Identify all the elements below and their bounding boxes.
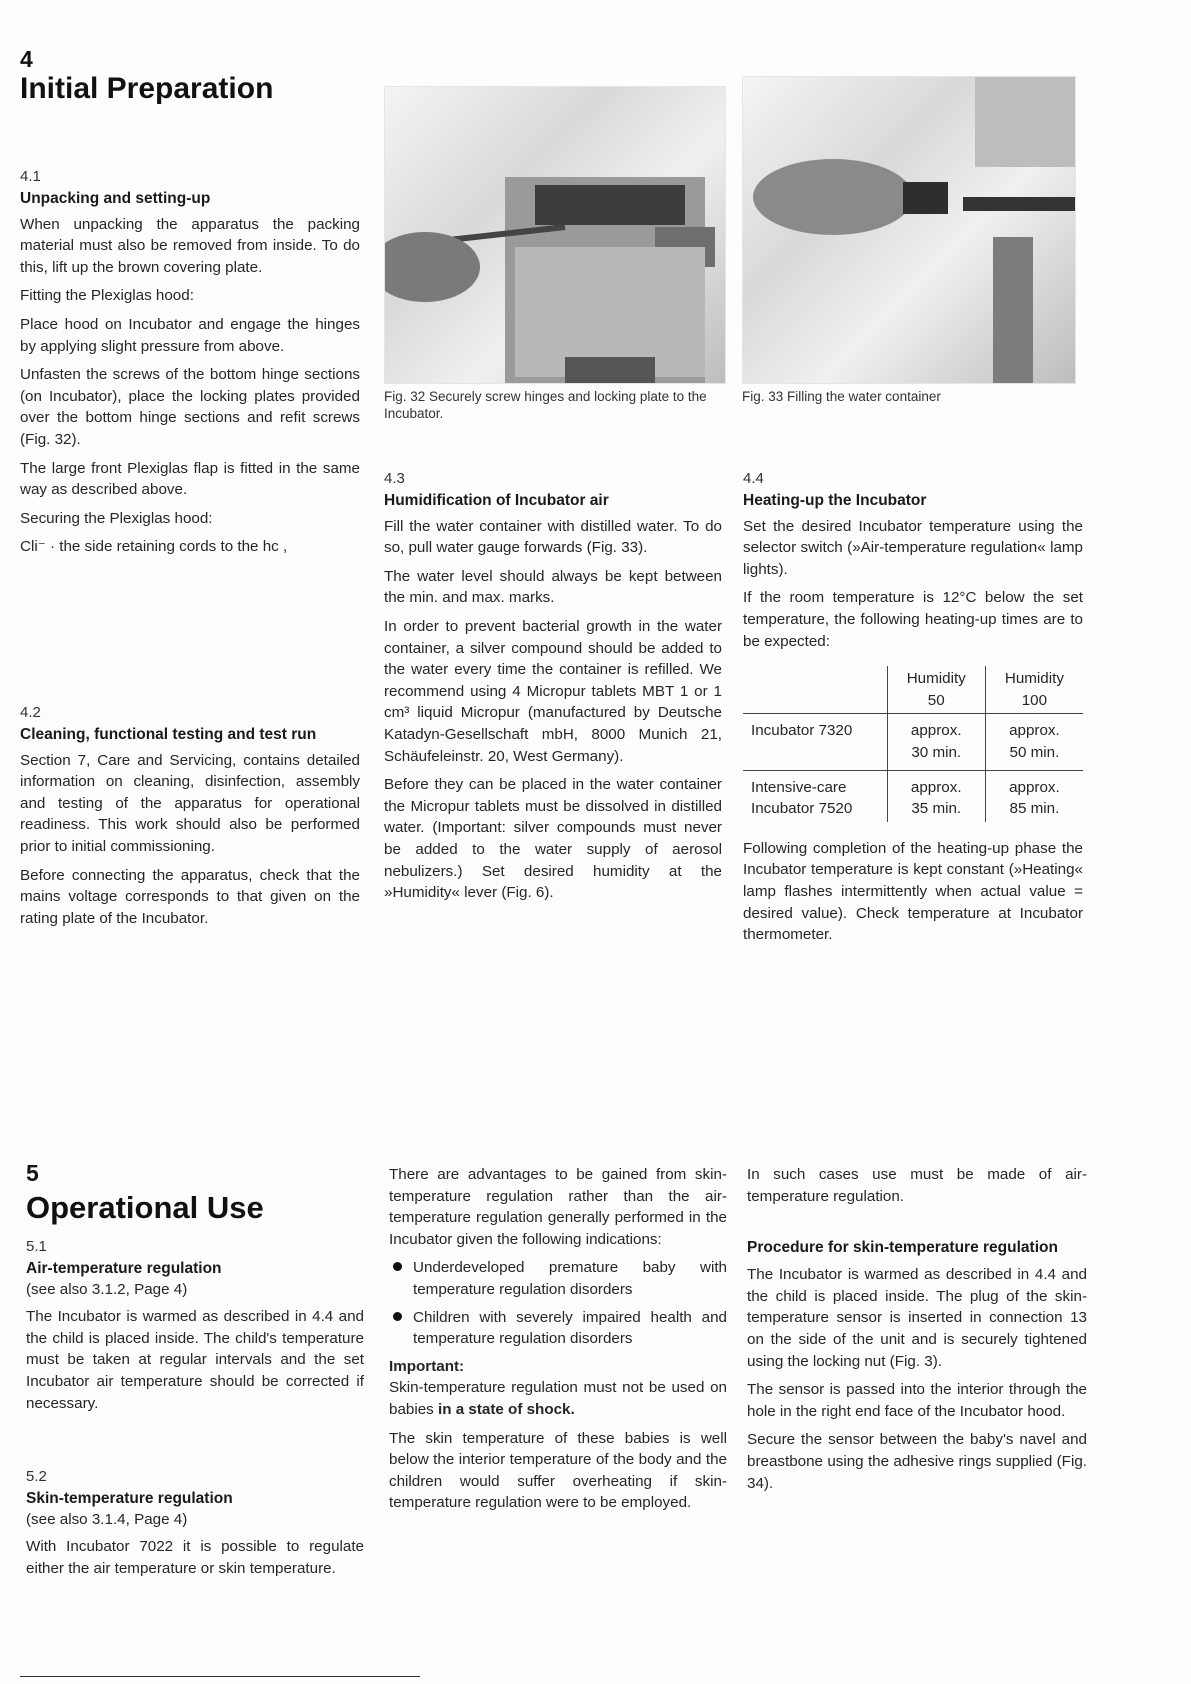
paragraph: When unpacking the apparatus the packing material must also be removed from inside. To do this, lift up the brown covering plate. bbox=[20, 215, 360, 276]
paragraph: The large front Plexiglas flap is fitted in the same way as described above. bbox=[20, 459, 360, 499]
section-number: 4.4 bbox=[743, 470, 764, 487]
paragraph: Before they can be placed in the water container the Micropur tablets must be dissolved in distilled water. (Important: silver compounds must never be added to the water supply of aerosol nebulizers.) Set desired humidity at the »Humidity« lever (Fig. 6). bbox=[384, 776, 722, 902]
section-number: 4.3 bbox=[384, 470, 405, 487]
chapter-number: 4 bbox=[20, 46, 33, 72]
section-4-3 bbox=[384, 468, 722, 911]
fig-32-photo bbox=[384, 86, 726, 384]
table-cell: 85 min. bbox=[1009, 800, 1060, 818]
table-cell: approx. bbox=[1009, 778, 1060, 796]
table-cell: 50 min. bbox=[1009, 743, 1060, 761]
section-4-1 bbox=[20, 166, 360, 565]
paragraph: The skin temperature of these babies is well below the interior temperature of the body and the children would suffer overheating if skin-temperature regulation were to be employed. bbox=[389, 1429, 727, 1512]
paragraph: Secure the sensor between the baby's navel and breastbone using the adhesive rings supplied (Fig. 34). bbox=[747, 1431, 1087, 1492]
water-container-illustration bbox=[743, 77, 1075, 383]
section-4-4 bbox=[743, 468, 1083, 953]
chapter-title: Initial Preparation bbox=[20, 72, 274, 105]
table-cell: Intensive-care bbox=[751, 778, 847, 796]
important-label: Important: bbox=[389, 1357, 465, 1375]
heating-time-table bbox=[743, 666, 1083, 822]
paragraph: The Incubator is warmed as described in 4.4 and the child is placed inside. The child's temperature must be taken at regular intervals and the set Incubator air temperature should be corrected if necessary. bbox=[26, 1308, 364, 1412]
section-title: Heating-up the Incubator bbox=[743, 491, 927, 509]
paragraph: Fitting the Plexiglas hood: bbox=[20, 287, 194, 305]
chapter-5-column-2 bbox=[389, 1164, 727, 1521]
indication-list bbox=[389, 1257, 727, 1349]
paragraph: There are advantages to be gained from skin-temperature regulation rather than the air-temperature regulation generally performed in the Incubator given the following indications: bbox=[389, 1166, 727, 1248]
table-cell: 30 min. bbox=[911, 743, 962, 761]
paragraph: Set the desired Incubator temperature using the selector switch (»Air-temperature regulation« lamp lights). bbox=[743, 517, 1083, 578]
procedure-title: Procedure for skin-temperature regulation bbox=[747, 1239, 1058, 1257]
table-cell: approx. bbox=[1009, 722, 1060, 740]
section-5-1 bbox=[26, 1236, 364, 1421]
chapter-title: Operational Use bbox=[26, 1190, 264, 1225]
paragraph: Before connecting the apparatus, check that the mains voltage corresponds to that given on the rating plate of the Incubator. bbox=[20, 866, 360, 927]
section-title: Unpacking and setting-up bbox=[20, 189, 211, 207]
important-note: Skin-temperature regulation must not be used on babies in a state of shock. bbox=[389, 1379, 727, 1418]
section-5-2 bbox=[26, 1466, 364, 1586]
paragraph: Fill the water container with distilled water. To do so, pull water gauge forwards (Fig. 33). bbox=[384, 517, 722, 557]
table-cell: approx. bbox=[910, 778, 962, 796]
paragraph: Securing the Plexiglas hood: bbox=[20, 509, 213, 527]
table-header: 100 bbox=[1021, 691, 1048, 709]
fig-32-caption: Fig. 32 Securely screw hinges and locking plate to the Incubator. bbox=[384, 389, 707, 421]
paragraph: In order to prevent bacterial growth in the water container, a silver compound should be added to the water every time the container is refilled. We recommend using 4 Micropur tablets MBT 1 or 1 cm³ liquid Micropur (manufactured by Deutsche Katadyn-Gesellschaft mbH, 8000 Munich 21, Schäufeleinstr. 20, West Germany). bbox=[384, 617, 722, 765]
table-row bbox=[743, 714, 1083, 770]
paragraph: Following completion of the heating-up phase the Incubator temperature is kept constant (»Heating« lamp flashes intermittently when actual value = desired value). Check temperature at Incubator thermometer. bbox=[743, 839, 1083, 944]
paragraph: The sensor is passed into the interior through the hole in the right end face of the Incubator hood. bbox=[747, 1381, 1087, 1420]
section-title: Air-temperature regulation bbox=[26, 1259, 222, 1277]
section-number: 4.1 bbox=[20, 168, 41, 185]
table-cell: 35 min. bbox=[911, 800, 962, 818]
bullet-icon bbox=[393, 1312, 402, 1321]
section-subtitle: (see also 3.1.2, Page 4) bbox=[26, 1280, 188, 1298]
section-title: Humidification of Incubator air bbox=[384, 491, 609, 509]
table-cell: approx. bbox=[910, 722, 962, 740]
table-header: Humidity bbox=[1004, 670, 1064, 688]
list-item: Underdeveloped premature baby with temperature regulation disorders bbox=[389, 1257, 727, 1300]
fig-33-photo bbox=[742, 76, 1076, 384]
chapter-number: 5 bbox=[26, 1160, 39, 1186]
paragraph: Cli⁻ · the side retaining cords to the hc , bbox=[20, 538, 288, 556]
paragraph: Section 7, Care and Servicing, contains detailed information on cleaning, disinfection, assembly and testing of the apparatus for operational readiness. This work should also be performed prior to initial commissioning. bbox=[20, 751, 360, 855]
list-item: Children with severely impaired health and temperature regulation disorders bbox=[389, 1307, 727, 1350]
table-header: 50 bbox=[927, 691, 945, 709]
paragraph: Unfasten the screws of the bottom hinge sections (on Incubator), place the locking plates provided over the bottom hinge sections and refit screws (Fig. 32). bbox=[20, 366, 360, 448]
section-title: Cleaning, functional testing and test run bbox=[20, 725, 317, 743]
bullet-icon bbox=[393, 1262, 402, 1271]
section-number: 4.2 bbox=[20, 704, 41, 721]
section-number: 5.1 bbox=[26, 1238, 47, 1255]
table-cell: Incubator 7520 bbox=[751, 800, 853, 818]
chapter-5-column-3 bbox=[747, 1164, 1087, 1501]
section-number: 5.2 bbox=[26, 1468, 47, 1485]
table-cell: Incubator 7320 bbox=[751, 722, 853, 740]
table-header: Humidity bbox=[906, 670, 966, 688]
footer-rule bbox=[20, 1676, 420, 1677]
paragraph: If the room temperature is 12°C below the set temperature, the following heating-up times are to be expected: bbox=[743, 589, 1083, 650]
fig-33-caption: Fig. 33 Filling the water container bbox=[742, 389, 941, 404]
table-row bbox=[743, 770, 1083, 822]
section-subtitle: (see also 3.1.4, Page 4) bbox=[26, 1510, 188, 1528]
section-4-2 bbox=[20, 702, 360, 936]
table-header-row bbox=[743, 666, 1083, 714]
paragraph: The Incubator is warmed as described in 4.4 and the child is placed inside. The plug of the skin-temperature sensor is inserted in connection 13 on the side of the unit and is securely tightened using the locking nut (Fig. 3). bbox=[747, 1266, 1087, 1370]
paragraph: Place hood on Incubator and engage the hinges by applying slight pressure from above. bbox=[20, 315, 360, 355]
paragraph: In such cases use must be made of air-temperature regulation. bbox=[747, 1166, 1087, 1205]
hinge-screw-illustration bbox=[385, 87, 725, 383]
paragraph: The water level should always be kept between the min. and max. marks. bbox=[384, 567, 722, 607]
paragraph: With Incubator 7022 it is possible to regulate either the air temperature or skin temperature. bbox=[26, 1538, 364, 1577]
section-title: Skin-temperature regulation bbox=[26, 1489, 233, 1507]
